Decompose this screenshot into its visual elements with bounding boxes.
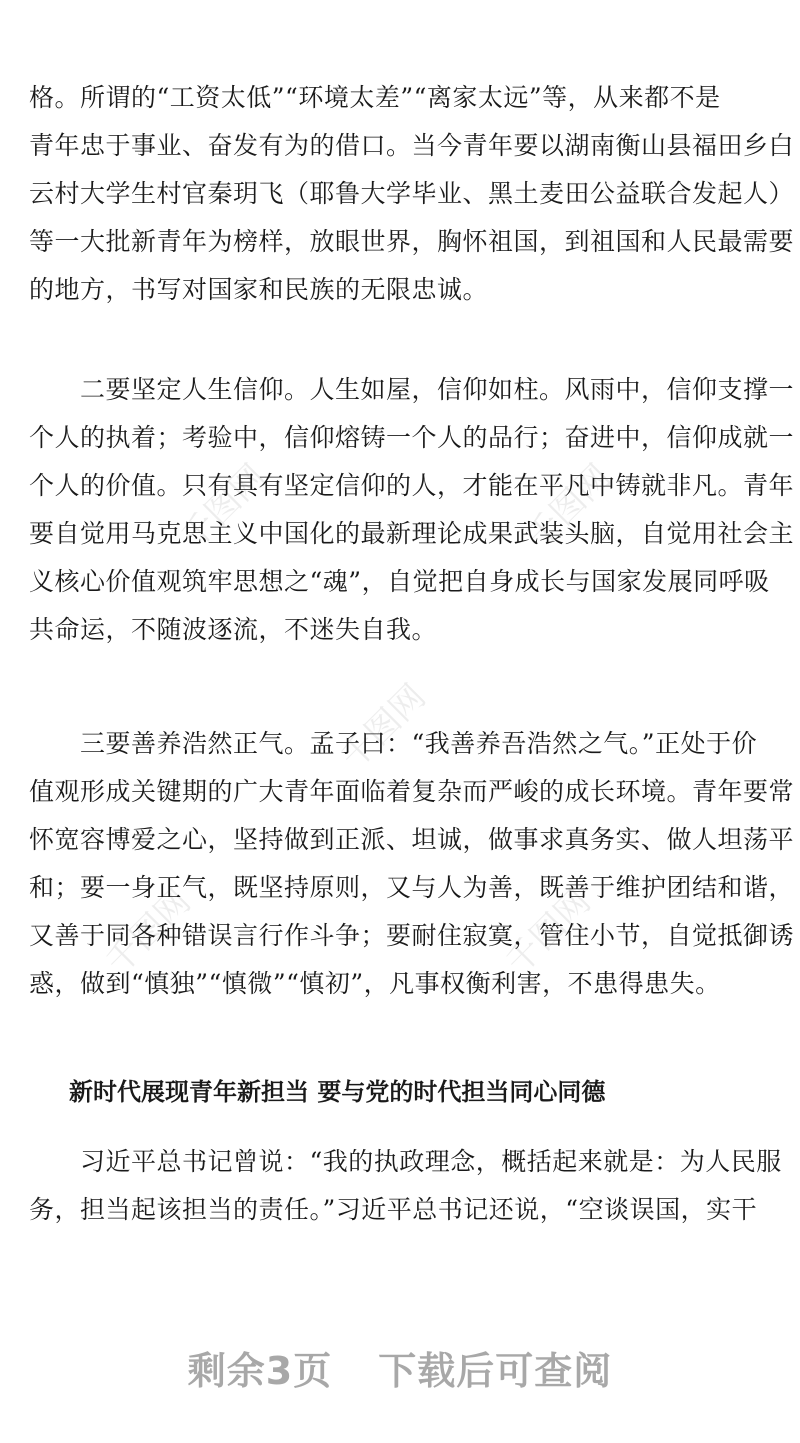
text-line: 个人的执着；考验中，信仰熔铸一个人的品行；奋进中，信仰成就一 <box>29 423 795 452</box>
text-line: 习近平总书记曾说：“我的执政理念，概括起来就是：为人民服 <box>29 1147 782 1176</box>
text-line: 要自觉用马克思主义中国化的最新理论成果武装头脑，自觉用社会主 <box>29 519 795 548</box>
text-line: 务，担当起该担当的责任。”习近平总书记还说，“空谈误国，实干 <box>29 1195 758 1224</box>
section-heading: 新时代展现青年新担当 要与党的时代担当同心同德 <box>69 1078 606 1106</box>
download-prompt[interactable] <box>0 1340 800 1395</box>
text-line: 等一大批新青年为榜样，放眼世界，胸怀祖国，到祖国和人民最需要 <box>29 227 795 256</box>
paragraph <box>29 1138 782 1234</box>
paragraph <box>29 366 795 654</box>
text-line: 个人的价值。只有具有坚定信仰的人，才能在平凡中铸就非凡。青年 <box>29 471 795 500</box>
watermark: 千图网 <box>518 456 619 558</box>
remaining-pages-label: 剩余3页 <box>187 1349 333 1393</box>
text-line: 云村大学生村官秦玥飞（耶鲁大学毕业、黑土麦田公益联合发起人） <box>29 179 795 208</box>
text-line: 值观形成关键期的广大青年面临着复杂而严峻的成长环境。青年要常 <box>29 777 795 806</box>
text-line: 格。所谓的“工资太低”“环境太差”“离家太远”等，从来都不是 <box>29 83 721 112</box>
text-line: 青年忠于事业、奋发有为的借口。当今青年要以湖南衡山县福田乡白 <box>29 131 795 160</box>
text-line: 义核心价值观筑牢思想之“魂”，自觉把自身成长与国家发展同呼吸 <box>29 567 770 596</box>
text-line: 的地方，书写对国家和民族的无限忠诚。 <box>29 275 489 304</box>
watermark: 千图网 <box>498 881 599 983</box>
text-line: 二要坚定人生信仰。人生如屋，信仰如柱。风雨中，信仰支撑一 <box>29 375 795 404</box>
text-line: 惑，做到“慎独”“慎微”“慎初”，凡事权衡利害，不患得患失。 <box>29 969 721 998</box>
watermark: 千图网 <box>333 676 434 778</box>
watermark: 千图网 <box>173 456 274 558</box>
watermark: 千图网 <box>98 881 199 983</box>
paragraph <box>29 720 795 1008</box>
text-line: 和；要一身正气，既坚持原则，又与人为善，既善于维护团结和谐， <box>29 873 795 902</box>
download-to-view-label: 下载后可查阅 <box>378 1349 613 1393</box>
text-line: 三要善养浩然正气。孟子曰：“我善养吾浩然之气。”正处于价 <box>29 729 758 758</box>
text-line: 又善于同各种错误言行作斗争；要耐住寂寞，管住小节，自觉抵御诱 <box>29 921 795 950</box>
text-line: 怀宽容博爱之心，坚持做到正派、坦诚，做事求真务实、做人坦荡平 <box>29 825 795 854</box>
text-line: 共命运，不随波逐流，不迷失自我。 <box>29 615 438 644</box>
paragraph <box>29 74 795 314</box>
